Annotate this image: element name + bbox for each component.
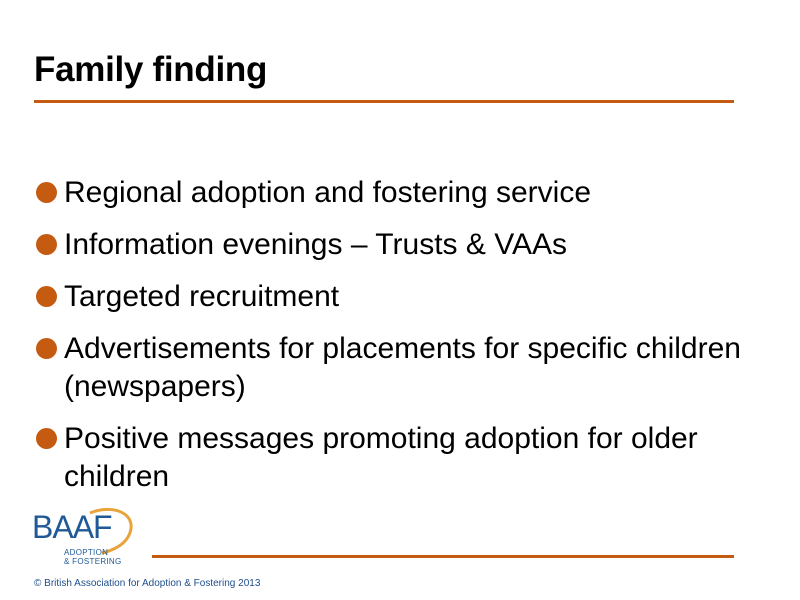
logo-subtitle-line1: ADOPTION: [64, 548, 109, 557]
bullet-text: Information evenings – Trusts & VAAs: [64, 228, 568, 261]
bullet-dot-icon: [36, 234, 57, 255]
bullet-text: Advertisements for placements for specific children (newspapers): [64, 332, 741, 403]
logo-subtitle: [64, 548, 122, 566]
footer-divider: [152, 555, 734, 558]
bullet-dot-icon: [36, 428, 57, 449]
bullet-text: Regional adoption and fostering service: [64, 176, 592, 209]
bullet-text: Positive messages promoting adoption for older children: [64, 422, 698, 493]
title-divider: [34, 100, 734, 103]
bullet-dot-icon: [36, 182, 57, 203]
bullet-item: [34, 278, 774, 316]
slide-title: Family finding: [34, 50, 268, 89]
bullet-item: [34, 226, 774, 264]
logo-subtitle-line2: & FOSTERING: [64, 557, 122, 566]
baaf-logo: [30, 507, 142, 579]
bullet-item: [34, 330, 774, 406]
bullet-item: [34, 174, 774, 212]
bullet-text: Targeted recruitment: [64, 280, 340, 313]
bullet-dot-icon: [36, 338, 57, 359]
bullet-dot-icon: [36, 286, 57, 307]
copyright-notice: © British Association for Adoption & Fostering 2013: [34, 578, 261, 589]
bullet-list: [34, 174, 774, 510]
bullet-item: [34, 420, 774, 496]
logo-wordmark: BAAF: [32, 509, 112, 545]
